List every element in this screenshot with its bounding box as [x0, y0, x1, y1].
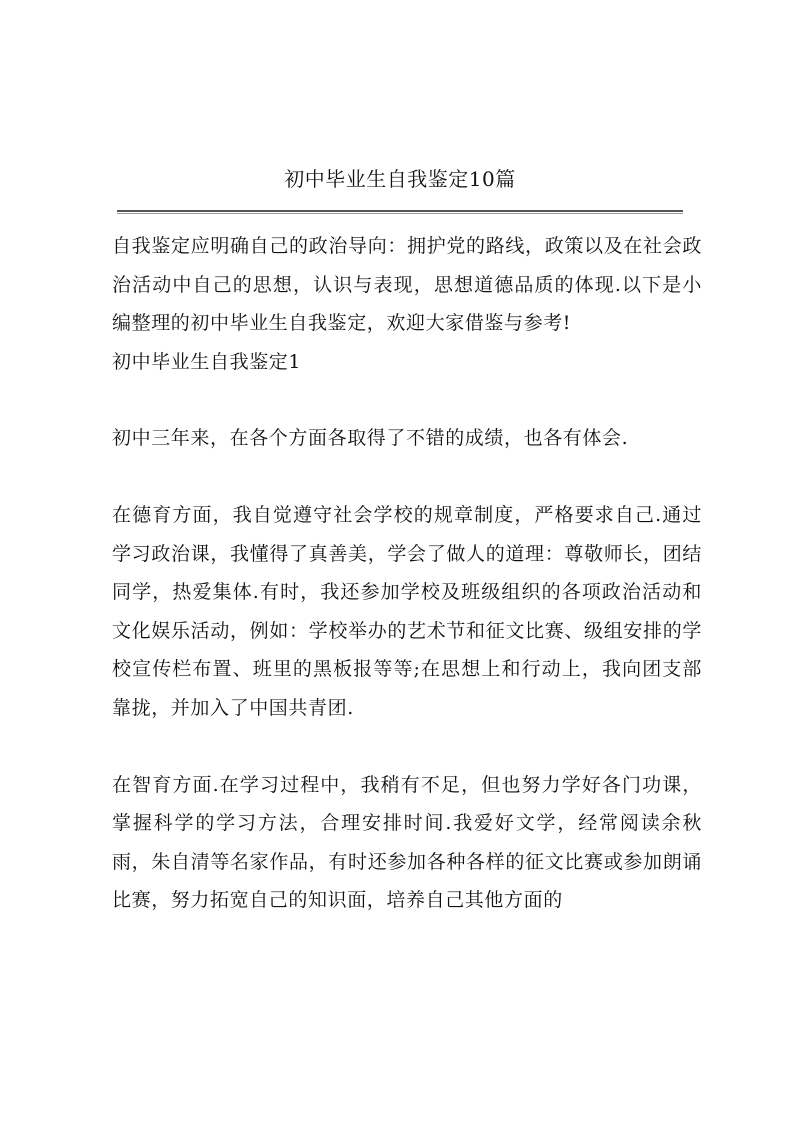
body-paragraph: 在智育方面.在学习过程中，我稍有不足，但也努力学好各门功课，掌握科学的学习方法，合理安排时间.我爱好文学，经常阅读余秋雨，朱自清等名家作品，有时还参加各种各样的征文比赛或参加朗诵比赛，努力拓宽自己的知识面，培养自己其他方面的: [112, 773, 702, 912]
body-paragraph: 初中三年来，在各个方面各取得了不错的成绩，也各有体会.: [112, 427, 629, 450]
document-body: [112, 227, 702, 920]
section-heading: 初中毕业生自我鉴定1: [112, 350, 302, 373]
intro-paragraph: 自我鉴定应明确自己的政治导向：拥护党的路线，政策以及在社会政治活动中自己的思想，认识与表现，思想道德品质的体现.以下是小编整理的初中毕业生自我鉴定，欢迎大家借鉴与参考!: [112, 235, 702, 335]
document-title: 初中毕业生自我鉴定10篇: [284, 167, 516, 191]
title-underline: [117, 210, 683, 212]
body-paragraph: 在德育方面，我自觉遵守社会学校的规章制度，严格要求自己.通过学习政治课，我懂得了真善美，学会了做人的道理：尊敬师长，团结同学，热爱集体.有时，我还参加学校及班级组织的各项政治活动和文化娱乐活动，例如：学校举办的艺术节和征文比赛、级组安排的学校宣传栏布置、班里的黑板报等等;在思想上和行动上，我向团支部靠拢，并加入了中国共青团.: [112, 503, 702, 719]
